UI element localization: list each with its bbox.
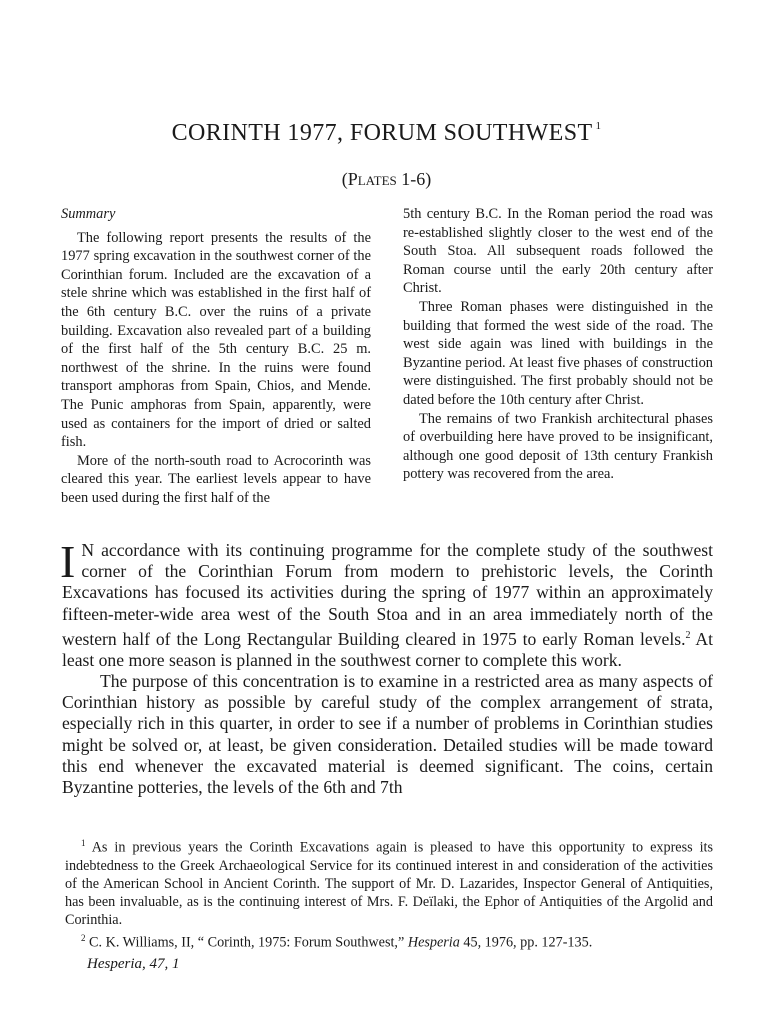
summary-paragraph: More of the north-south road to Acrocorinth was cleared this year. The earliest levels appear to have been used during the first half of the xyxy=(61,452,371,506)
summary-heading: Summary xyxy=(61,206,116,222)
summary-paragraph: Three Roman phases were distinguished in the building that formed the west side of the road. The west side again was lined with buildings in the Byzantine period. At least five phases of construction were distinguished. The first probably should not be dated before the 10th century after Christ. xyxy=(403,298,713,408)
plates-open: ( xyxy=(341,169,348,189)
plates-word: Plates xyxy=(347,169,397,189)
footnote-2 xyxy=(65,929,713,952)
summary-paragraph: The following report presents the results of the 1977 spring excavation in the southwest corner of the Corinthian forum. Included are the excavation of a stele shrine which was established in the first half of the 6th century B.C. over the ruins of a private building. Excavation also revealed part of a building of the first half of the 5th century B.C. 25 m. northwest of the shrine. In the ruins were found transport amphoras from Spain, Chios, and Mende. The Punic amphoras from Spain, apparently, were used as containers for the import of dried or salted fish. xyxy=(61,229,371,451)
body-paragraph-1-text: N accordance with its continuing programme for the complete study of the southwest corner of the Corinthian Forum from modern to prehistoric levels, the Corinth Excavations has focused its activities during the spring of 1977 within an approximately fifteen-meter-wide area west of the South Stoa and in an area immediately north of the western half of the Long Rectangular Building cleared in 1975 to early Roman levels. xyxy=(62,540,713,649)
body-paragraph-2: The purpose of this concentration is to examine in a restricted area as many aspects of Corinthian history as possible by careful study of the complex arrangement of strata, especially rich in this quarter, in order to see if a number of problems in Corinthian studies might be solved or, at least, be given consideration. Detailed studies will be made toward this end whenever the excavated material is deemed significant. The coins, certain Byzantine potteries, the levels of the 6th and 7th xyxy=(62,671,713,798)
body-paragraph-1-end: At least one more season is planned in the southwest corner to complete this work. xyxy=(62,628,713,670)
title-footnote-mark: 1 xyxy=(595,120,602,132)
summary-right-column xyxy=(403,205,713,484)
footnote-1 xyxy=(65,834,713,929)
footnote-mark-2: 2 xyxy=(685,629,691,641)
summary-paragraph: The remains of two Frankish architectural phases of overbuilding here have proved to be insignificant, although one good deposit of 13th century Frankish pottery was recovered from the area. xyxy=(403,410,713,483)
footnote-1-text: As in previous years the Corinth Excavations again is pleased to have this opportunity to express its indebtedness to the Greek Archaeological Service for its continued interest in and consideration of the activities of the American School in Ancient Corinth. The support of Mr. D. Lazarides, Inspector General of Antiquities, has been invaluable, as is the continuing interest of Mrs. F. Deïlaki, the Ephor of Antiquities of the Argolid and Corinthia. xyxy=(65,839,713,929)
footnote-2-post: 45, 1976, pp. 127-135. xyxy=(459,934,593,951)
body-paragraph-1 xyxy=(60,536,713,671)
footnote-2-pre: C. K. Williams, II, “ Corinth, 1975: Forum Southwest,” xyxy=(89,934,408,951)
plates-close: ) xyxy=(425,169,432,189)
main-text xyxy=(60,536,713,798)
footnotes xyxy=(65,834,713,952)
article-title-text: CORINTH 1977, FORUM SOUTHWEST xyxy=(171,120,593,146)
footnote-2-mark: 2 xyxy=(81,933,86,944)
journal-signature: Hesperia, 47, 1 xyxy=(87,956,180,972)
plates-range: 1-6 xyxy=(401,169,426,189)
plates-reference xyxy=(0,169,773,190)
drop-cap: I xyxy=(60,536,76,587)
summary-left-column xyxy=(61,205,371,508)
footnote-1-mark: 1 xyxy=(81,838,86,848)
article-title xyxy=(0,120,773,147)
summary-paragraph: 5th century B.C. In the Roman period the road was re-established slightly closer to the west end of the South Stoa. All subsequent roads followed the Roman course until the early 20th century after Christ. xyxy=(403,206,713,297)
footnote-2-journal: Hesperia xyxy=(407,934,460,951)
